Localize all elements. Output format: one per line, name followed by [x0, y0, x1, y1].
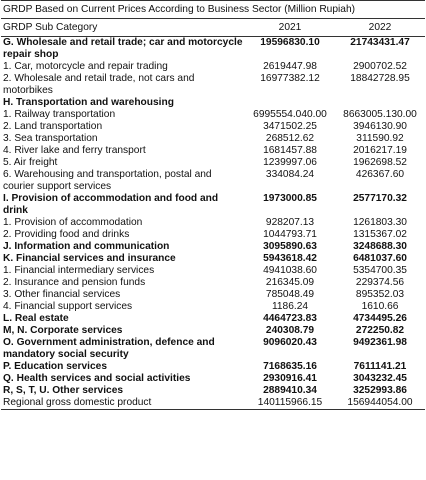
row-category: R, S, T, U. Other services — [3, 385, 124, 396]
row-value-2022: 6481037.60 — [353, 253, 407, 264]
row-value-2022: 3248688.30 — [353, 241, 407, 252]
table-caption: GRDP Based on Current Prices According to Business Sector (Million Rupiah) — [1, 0, 425, 19]
row-category: J. Information and communication — [3, 241, 170, 252]
table-row — [1, 157, 425, 169]
table-row — [1, 373, 425, 385]
row-value-2021: 2930916.41 — [263, 373, 317, 384]
table-row — [1, 193, 425, 217]
row-value-2022: 18842728.95 — [350, 73, 410, 84]
row-value-2022: 1315367.02 — [353, 229, 407, 240]
row-category: 3. Other financial services — [3, 289, 121, 300]
table-row — [1, 313, 425, 325]
table-row — [1, 109, 425, 121]
row-value-2022: 9492361.98 — [353, 337, 407, 348]
grdp-table-container — [1, 0, 425, 410]
row-category: M, N. Corporate services — [3, 325, 123, 336]
table-row — [1, 277, 425, 289]
row-value-2021: 140115966.15 — [245, 397, 335, 410]
header-category: GRDP Sub Category — [1, 19, 245, 37]
row-value-2022: 7611141.21 — [353, 361, 407, 372]
row-category: K. Financial services and insurance — [3, 253, 176, 264]
row-category: Regional gross domestic product — [1, 397, 245, 410]
table-row — [1, 301, 425, 313]
table-row — [1, 337, 425, 361]
row-value-2022: 5354700.35 — [353, 265, 407, 276]
row-value-2022: 4734495.26 — [353, 313, 407, 324]
row-value-2021: 3095890.63 — [263, 241, 317, 252]
row-category: 2. Insurance and pension funds — [3, 277, 146, 288]
table-row — [1, 61, 425, 73]
table-row — [1, 265, 425, 277]
row-category: 4. River lake and ferry transport — [3, 145, 146, 156]
row-value-2021: 240308.79 — [265, 325, 315, 336]
table-body — [1, 37, 425, 410]
row-value-2022: 229374.56 — [355, 277, 405, 288]
row-value-2022 — [335, 97, 425, 109]
table-row — [1, 37, 425, 62]
table-row — [1, 325, 425, 337]
row-category: Q. Health services and social activities — [3, 373, 191, 384]
table-row — [1, 229, 425, 241]
row-value-2022: 895352.03 — [355, 289, 405, 300]
row-category: 1. Financial intermediary services — [3, 265, 155, 276]
row-value-2021: 6995554.040.00 — [253, 109, 327, 120]
row-value-2021: 5943618.42 — [263, 253, 317, 264]
row-value-2022: 3252993.86 — [353, 385, 407, 396]
row-category: 1. Car, motorcycle and repair trading — [3, 61, 168, 72]
table-row — [1, 241, 425, 253]
table-row — [1, 121, 425, 133]
row-category: 2. Land transportation — [3, 121, 103, 132]
row-value-2022: 2900702.52 — [353, 61, 407, 72]
header-year-2021: 2021 — [245, 19, 335, 37]
header-year-2022: 2022 — [335, 19, 425, 37]
row-value-2021: 1186.24 — [271, 301, 309, 312]
row-value-2021: 1239997.06 — [263, 157, 317, 168]
table-row — [1, 97, 425, 109]
row-category: 6. Warehousing and transportation, postal and courier support services — [3, 169, 212, 192]
row-category: I. Provision of accommodation and food and drink — [3, 193, 219, 216]
row-value-2022: 8663005.130.00 — [343, 109, 417, 120]
row-value-2021: 785048.49 — [265, 289, 315, 300]
row-value-2021: 19596830.10 — [260, 37, 320, 48]
row-value-2022: 3946130.90 — [353, 121, 407, 132]
row-value-2021: 1681457.88 — [263, 145, 317, 156]
row-value-2021: 2619447.98 — [263, 61, 317, 72]
row-category: 2. Wholesale and retail trade, not cars and motorbikes — [3, 73, 195, 96]
row-category: G. Wholesale and retail trade; car and motorcycle repair shop — [3, 37, 243, 60]
row-value-2021: 1973000.85 — [263, 193, 317, 204]
table-row — [1, 361, 425, 373]
row-category: L. Real estate — [3, 313, 69, 324]
row-value-2022: 2016217.19 — [353, 145, 407, 156]
row-category: 3. Sea transportation — [3, 133, 98, 144]
row-category: 1. Railway transportation — [3, 109, 116, 120]
row-value-2021: 16977382.12 — [260, 73, 320, 84]
row-value-2022: 426367.60 — [355, 169, 405, 180]
row-category: 2. Providing food and drinks — [3, 229, 130, 240]
row-value-2021: 7168635.16 — [263, 361, 317, 372]
row-value-2021: 1044793.71 — [263, 229, 317, 240]
row-value-2022: 1610.66 — [361, 301, 399, 312]
row-value-2022: 156944054.00 — [335, 397, 425, 410]
table-row — [1, 217, 425, 229]
row-category: P. Education services — [3, 361, 108, 372]
table-row — [1, 73, 425, 97]
row-value-2022: 272250.82 — [355, 325, 405, 336]
row-category: 1. Provision of accommodation — [3, 217, 143, 228]
table-row — [1, 145, 425, 157]
table-row — [1, 133, 425, 145]
row-value-2021 — [245, 97, 335, 109]
row-value-2021: 4941038.60 — [263, 265, 317, 276]
row-value-2022: 3043232.45 — [353, 373, 407, 384]
row-value-2022: 311590.92 — [356, 133, 404, 144]
row-value-2021: 2889410.34 — [263, 385, 317, 396]
row-category: 4. Financial support services — [3, 301, 133, 312]
header-row — [1, 19, 425, 37]
table-row — [1, 289, 425, 301]
row-value-2022: 21743431.47 — [350, 37, 410, 48]
row-value-2021: 216345.09 — [265, 277, 315, 288]
table-row — [1, 397, 425, 410]
table-row — [1, 385, 425, 397]
row-category: 5. Air freight — [3, 157, 58, 168]
row-value-2022: 1962698.52 — [353, 157, 407, 168]
grdp-table — [1, 19, 425, 410]
row-value-2022: 2577170.32 — [353, 193, 407, 204]
row-value-2022: 1261803.30 — [353, 217, 407, 228]
row-value-2021: 334084.24 — [265, 169, 315, 180]
row-value-2021: 9096020.43 — [263, 337, 317, 348]
row-category: H. Transportation and warehousing — [3, 97, 174, 108]
table-row — [1, 169, 425, 193]
row-value-2021: 4464723.83 — [263, 313, 317, 324]
row-value-2021: 928207.13 — [265, 217, 315, 228]
table-row — [1, 253, 425, 265]
row-value-2021: 268512.62 — [265, 133, 315, 144]
row-category: O. Government administration, defence and mandatory social security — [3, 337, 215, 360]
row-value-2021: 3471502.25 — [263, 121, 317, 132]
